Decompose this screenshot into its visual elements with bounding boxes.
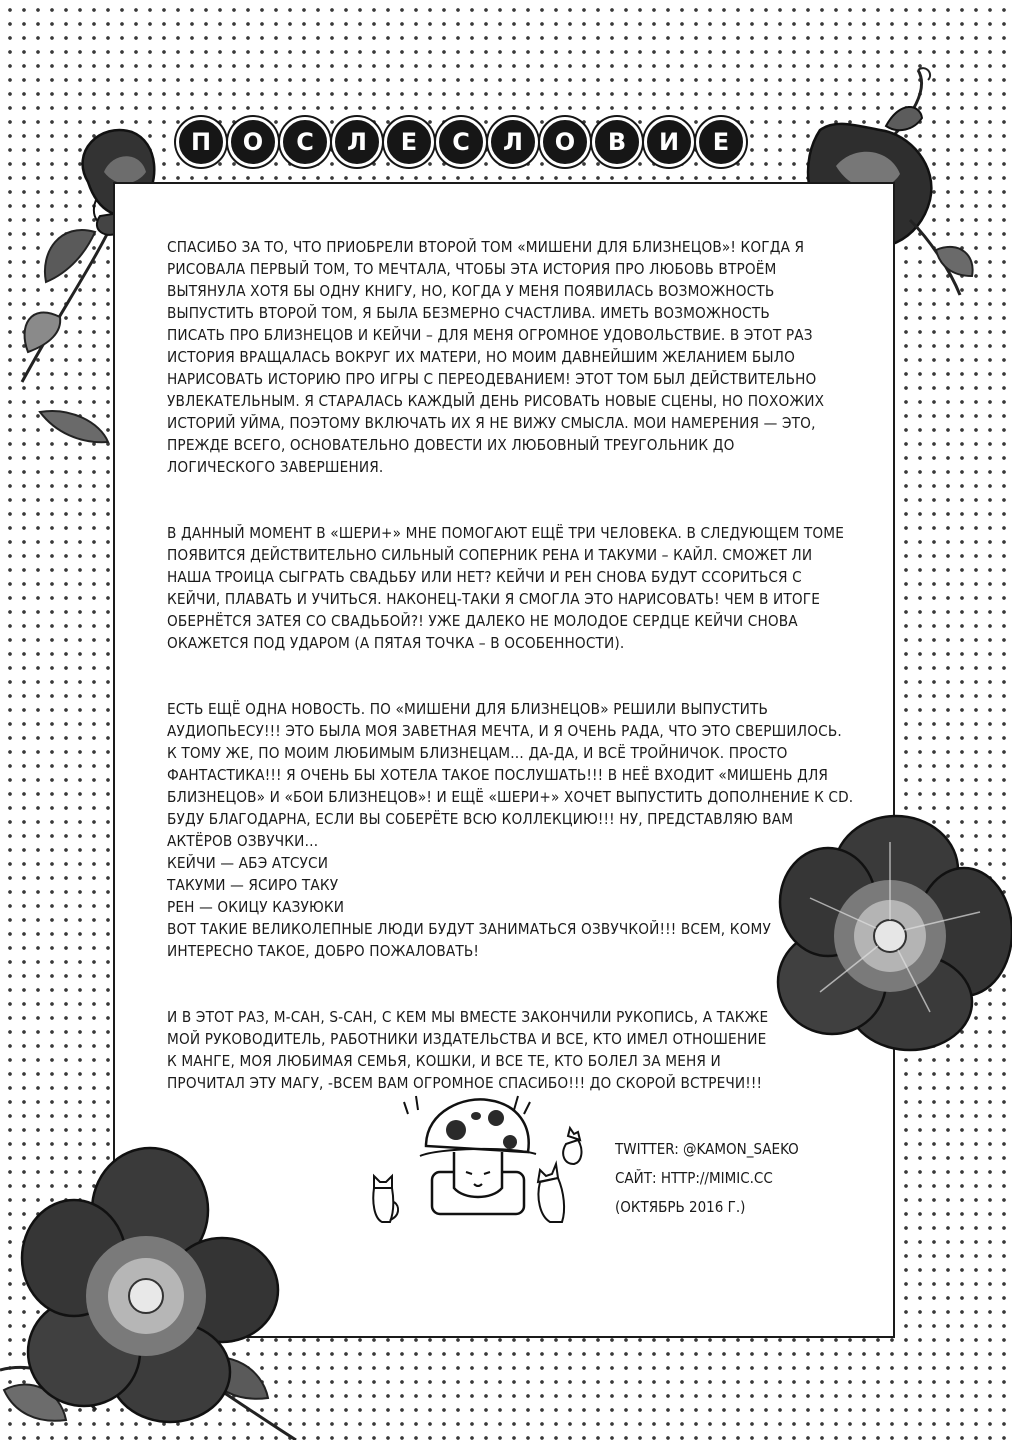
title-letter: В (592, 117, 642, 167)
cast-line: КЕЙЧИ — АБЭ АТСУСИ (167, 854, 329, 872)
twitter-handle: TWITTER: @KAMON_SAEKO (615, 1140, 799, 1158)
cast-line: РЕН — ОКИЦУ КАЗУЮКИ (167, 898, 345, 916)
title-letter: П (176, 117, 226, 167)
author-contacts (615, 1139, 799, 1226)
text-line: РИСОВАЛА ПЕРВЫЙ ТОМ, ТО МЕЧТАЛА, ЧТОБЫ ЭТА ИСТОРИЯ ПРО ЛЮБОВЬ ВТРОЁМ (167, 260, 777, 278)
text-line: ИСТОРИЯ ВРАЩАЛАСЬ ВОКРУГ ИХ МАТЕРИ, НО МОИМ ДАВНЕЙШИМ ЖЕЛАНИЕМ БЫЛО (167, 348, 795, 366)
text-line: ОБЕРНЁТСЯ ЗАТЕЯ СО СВАДЬБОЙ?! УЖЕ ДАЛЕКО НЕ МОЛОДОЕ СЕРДЦЕ КЕЙЧИ СНОВА (167, 612, 798, 630)
text-line: ПОЯВИТСЯ ДЕЙСТВИТЕЛЬНО СИЛЬНЫЙ СОПЕРНИК РЕНА И ТАКУМИ – КАЙЛ. СМОЖЕТ ЛИ (167, 546, 813, 564)
text-line: УВЛЕКАТЕЛЬНЫМ. Я СТАРАЛАСЬ КАЖДЫЙ ДЕНЬ РИСОВАТЬ НОВЫЕ СЦЕНЫ, НО ПОХОЖИХ (167, 392, 825, 410)
text-line: ПИСАТЬ ПРО БЛИЗНЕЦОВ И КЕЙЧИ – ДЛЯ МЕНЯ ОГРОМНОЕ УДОВОЛЬСТВИЕ. В ЭТОТ РАЗ (167, 326, 813, 344)
text-line: И В ЭТОТ РАЗ, M-САН, S-САН, С КЕМ МЫ ВМЕСТЕ ЗАКОНЧИЛИ РУКОПИСЬ, А ТАКЖЕ (167, 1008, 769, 1026)
text-line: БЛИЗНЕЦОВ» И «БОИ БЛИЗНЕЦОВ»! И ЕЩЁ «ШЕРИ+» ХОЧЕТ ВЫПУСТИТЬ ДОПОЛНЕНИЕ К CD. (167, 788, 854, 806)
title-letter: И (644, 117, 694, 167)
title-letter: Л (488, 117, 538, 167)
text-line: АУДИОПЬЕСУ!!! ЭТО БЫЛА МОЯ ЗАВЕТНАЯ МЕЧТА, И Я ОЧЕНЬ РАДА, ЧТО ЭТО СВЕРШИЛОСЬ. (167, 722, 842, 740)
title-letter: Л (332, 117, 382, 167)
text-line: СПАСИБО ЗА ТО, ЧТО ПРИОБРЕЛИ ВТОРОЙ ТОМ «МИШЕНИ ДЛЯ БЛИЗНЕЦОВ»! КОГДА Я (167, 238, 805, 256)
text-line: К ТОМУ ЖЕ, ПО МОИМ ЛЮБИМЫМ БЛИЗНЕЦАМ… ДА-ДА, И ВСЁ ТРОЙНИЧОК. ПРОСТО (167, 744, 788, 762)
site-url: САЙТ: HTTP://MIMIC.CC (615, 1169, 773, 1187)
title-letter: С (436, 117, 486, 167)
text-line: ВЫПУСТИТЬ ВТОРОЙ ТОМ, Я БЫЛА БЕЗМЕРНО СЧАСТЛИВА. ИМЕТЬ ВОЗМОЖНОСТЬ (167, 304, 770, 322)
paragraph-acknowledgements (167, 1006, 857, 1094)
mushroom-mascot-icon (360, 1092, 610, 1232)
text-line: ИСТОРИЙ УЙМА, ПОЭТОМУ ВКЛЮЧАТЬ ИХ Я НЕ ВИЖУ СМЫСЛА. МОИ НАМЕРЕНИЯ — ЭТО, (167, 414, 816, 432)
page-title (176, 117, 746, 167)
paragraph-thanks (167, 236, 857, 478)
text-line: ВОТ ТАКИЕ ВЕЛИКОЛЕПНЫЕ ЛЮДИ БУДУТ ЗАНИМАТЬСЯ ОЗВУЧКОЙ!!! ВСЕМ, КОМУ (167, 920, 771, 938)
text-line: В ДАННЫЙ МОМЕНТ В «ШЕРИ+» МНЕ ПОМОГАЮТ ЕЩЁ ТРИ ЧЕЛОВЕКА. В СЛЕДУЮЩЕМ ТОМЕ (167, 524, 845, 542)
text-line: ЕСТЬ ЕЩЁ ОДНА НОВОСТЬ. ПО «МИШЕНИ ДЛЯ БЛИЗНЕЦОВ» РЕШИЛИ ВЫПУСТИТЬ (167, 700, 769, 718)
cast-line: ТАКУМИ — ЯСИРО ТАКУ (167, 876, 339, 894)
hibiscus-flower-right-icon (780, 812, 1012, 1052)
text-line: ОКАЖЕТСЯ ПОД УДАРОМ (А ПЯТАЯ ТОЧКА – В ОСОБЕННОСТИ). (167, 634, 625, 652)
text-line: ИНТЕРЕСНО ТАКОЕ, ДОБРО ПОЖАЛОВАТЬ! (167, 942, 479, 960)
text-line: НАРИСОВАТЬ ИСТОРИЮ ПРО ИГРЫ С ПЕРЕОДЕВАНИЕМ! ЭТОТ ТОМ БЫЛ ДЕЙСТВИТЕЛЬНО (167, 370, 817, 388)
text-line: БУДУ БЛАГОДАРНА, ЕСЛИ ВЫ СОБЕРЁТЕ ВСЮ КОЛЛЕКЦИЮ!!! НУ, ПРЕДСТАВЛЯЮ ВАМ (167, 810, 794, 828)
text-line: КЕЙЧИ, ПЛАВАТЬ И УЧИТЬСЯ. НАКОНЕЦ-ТАКИ Я СМОГЛА ЭТО НАРИСОВАТЬ! ЧЕМ В ИТОГЕ (167, 590, 821, 608)
afterword-body (167, 236, 857, 1138)
hibiscus-flower-bottom-left-icon (0, 1140, 300, 1440)
title-letter: Е (696, 117, 746, 167)
title-letter: Е (384, 117, 434, 167)
date-note: (ОКТЯБРЬ 2016 Г.) (615, 1198, 746, 1216)
paragraph-next-volume (167, 522, 857, 654)
cat-icon (373, 1176, 398, 1222)
text-line: ПРОЧИТАЛ ЭТУ МАГУ, -ВСЕМ ВАМ ОГРОМНОЕ СПАСИБО!!! ДО СКОРОЙ ВСТРЕЧИ!!! (167, 1074, 763, 1092)
text-line: МОЙ РУКОВОДИТЕЛЬ, РАБОТНИКИ ИЗДАТЕЛЬСТВА И ВСЕ, КТО ИМЕЛ ОТНОШЕНИЕ (167, 1030, 767, 1048)
title-letter: О (540, 117, 590, 167)
text-line: ЛОГИЧЕСКОГО ЗАВЕРШЕНИЯ. (167, 458, 384, 476)
text-line: ПРЕЖДЕ ВСЕГО, ОСНОВАТЕЛЬНО ДОВЕСТИ ИХ ЛЮБОВНЫЙ ТРЕУГОЛЬНИК ДО (167, 436, 735, 454)
title-letter: С (280, 117, 330, 167)
text-line: К МАНГЕ, МОЯ ЛЮБИМАЯ СЕМЬЯ, КОШКИ, И ВСЕ ТЕ, КТО БОЛЕЛ ЗА МЕНЯ И (167, 1052, 721, 1070)
text-line: НАША ТРОИЦА СЫГРАТЬ СВАДЬБУ ИЛИ НЕТ? КЕЙЧИ И РЕН СНОВА БУДУТ ССОРИТЬСЯ С (167, 568, 802, 586)
paragraph-audio-drama (167, 698, 857, 962)
text-line: ФАНТАСТИКА!!! Я ОЧЕНЬ БЫ ХОТЕЛА ТАКОЕ ПОСЛУШАТЬ!!! В НЕЁ ВХОДИТ «МИШЕНЬ ДЛЯ (167, 766, 829, 784)
title-letter: О (228, 117, 278, 167)
text-line: АКТЁРОВ ОЗВУЧКИ… (167, 832, 319, 850)
text-line: ВЫТЯНУЛА ХОТЯ БЫ ОДНУ КНИГУ, НО, КОГДА У МЕНЯ ПОЯВИЛАСЬ ВОЗМОЖНОСТЬ (167, 282, 775, 300)
